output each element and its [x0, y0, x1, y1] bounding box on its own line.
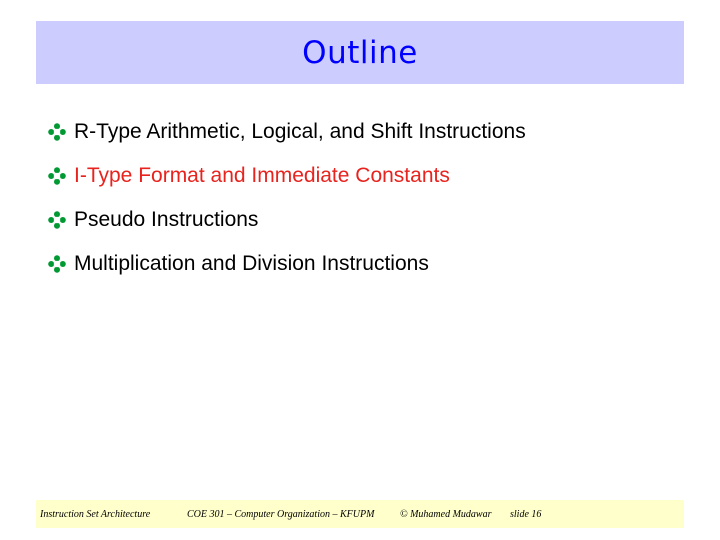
bullet-list	[48, 110, 526, 286]
footer-course-topic: Instruction Set Architecture	[40, 509, 151, 520]
footer-copyright: © Muhamed Mudawar	[400, 509, 492, 520]
bullet-text: Multiplication and Division Instructions	[74, 252, 429, 275]
footer-slide-number: slide 16	[510, 509, 542, 520]
bullet-item	[48, 242, 526, 286]
footer-course-title: COE 301 – Computer Organization – KFUPM	[187, 509, 375, 520]
diamond-clover-bullet-icon	[48, 255, 66, 273]
diamond-clover-bullet-icon	[48, 123, 66, 141]
bullet-item-highlighted	[48, 154, 526, 198]
diamond-clover-bullet-icon	[48, 211, 66, 229]
slide-title: Outline	[302, 34, 418, 71]
bullet-item	[48, 198, 526, 242]
bullet-item	[48, 110, 526, 154]
footer-band	[36, 500, 684, 528]
title-band	[36, 21, 684, 84]
diamond-clover-bullet-icon	[48, 167, 66, 185]
bullet-text: Pseudo Instructions	[74, 208, 259, 231]
bullet-text: R-Type Arithmetic, Logical, and Shift Instructions	[74, 120, 526, 143]
bullet-text: I-Type Format and Immediate Constants	[74, 164, 450, 187]
